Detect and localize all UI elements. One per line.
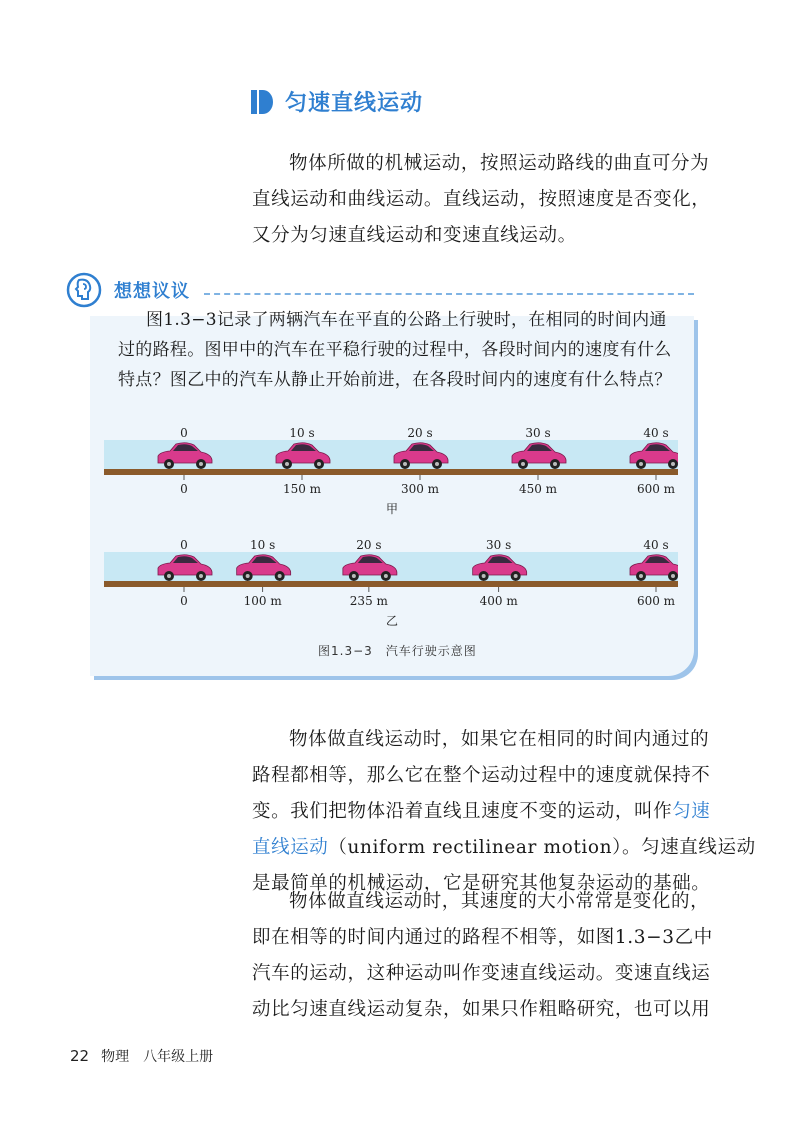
yi-time-label: 40 s [643, 538, 669, 552]
yi-distance-label: 400 m [479, 594, 518, 608]
text-segment: 变。我们把物体沿着直线且速度不变的运动，叫作 [252, 801, 673, 822]
jia-time-label: 30 s [525, 428, 551, 440]
text-line: 物体所做的机械运动，按照运动路线的曲直可分为 [289, 153, 710, 174]
jia-time-label: 40 s [643, 428, 669, 440]
footer-subject: 物理 [101, 1049, 130, 1065]
text-line: 是最简单的机械运动，它是研究其他复杂运动的基础。 [252, 873, 711, 894]
footer-grade: 八年级上册 [143, 1049, 214, 1065]
yi-distance-label: 600 m [636, 594, 676, 608]
discussion-text [118, 305, 683, 395]
text-line: 过的路程。图甲中的汽车在平稳行驶的过程中，各段时间内的速度有什么 [118, 340, 672, 360]
text-line: 特点？图乙中的汽车从静止开始前进，在各段时间内的速度有什么特点？ [118, 370, 672, 390]
jia-time-label: 0 [180, 428, 188, 440]
paragraph-uniform-motion [252, 722, 756, 902]
discussion-label: 想想议议 [114, 281, 190, 302]
yi-time-label: 0 [180, 538, 188, 552]
page-number: 22 [70, 1047, 90, 1065]
text-line: 物体做直线运动时，如果它在相同的时间内通过的 [289, 729, 710, 750]
jia-distance-label: 450 m [518, 482, 558, 496]
term-highlight: 直线运动 [252, 837, 329, 858]
text-line: 物体做直线运动时，其速度的大小常常是变化的， [289, 891, 710, 912]
text-line: 路程都相等，那么它在整个运动过程中的速度就保持不 [252, 765, 711, 786]
paragraph-variable-motion [252, 884, 713, 1028]
yi-time-label: 10 s [250, 538, 276, 552]
jia-distance-label: 150 m [282, 482, 322, 496]
heading-divider [204, 293, 694, 295]
text-line: 即在相等的时间内通过的路程不相等，如图1.3−3乙中 [252, 927, 713, 948]
section-title: 匀速直线运动 [285, 91, 424, 116]
paragraph-intro [252, 146, 711, 254]
yi-road [104, 581, 678, 587]
text-line: 直线运动和曲线运动。直线运动，按照速度是否变化， [252, 189, 711, 210]
jia-distance-label: 300 m [400, 482, 440, 496]
yi-distance-label: 100 m [243, 594, 282, 608]
text-line: 又分为匀速直线运动和变速直线运动。 [252, 225, 577, 246]
jia-distance-label: 600 m [636, 482, 676, 496]
jia-row-label: 甲 [385, 502, 399, 516]
yi-distance-label: 235 m [349, 594, 388, 608]
car-motion-figure [104, 428, 678, 628]
text-line: 汽车的运动，这种运动叫作变速直线运动。变速直线运 [252, 963, 711, 984]
text-line: 图1.3−3记录了两辆汽车在平直的公路上行驶时，在相同的时间内通 [146, 310, 667, 330]
jia-road [104, 469, 678, 475]
thinking-head-icon [66, 272, 102, 308]
yi-time-label: 30 s [486, 538, 512, 552]
jia-time-label: 20 s [407, 428, 433, 440]
yi-time-label: 20 s [356, 538, 382, 552]
yi-row-label: 乙 [385, 614, 399, 628]
jia-distance-label: 0 [180, 482, 188, 496]
text-segment: （uniform rectilinear motion）。匀速直线运动 [328, 837, 756, 858]
term-highlight: 匀速 [672, 801, 711, 822]
figure-caption: 图1.3−3 汽车行驶示意图 [318, 644, 477, 658]
text-line: 动比匀速直线运动复杂，如果只作粗略研究，也可以用 [252, 999, 711, 1020]
page-footer [70, 1046, 213, 1066]
section-marker-icon [251, 89, 273, 115]
section-heading [251, 86, 423, 117]
yi-distance-label: 0 [180, 594, 188, 608]
jia-time-label: 10 s [289, 428, 315, 440]
discussion-heading [66, 272, 190, 308]
